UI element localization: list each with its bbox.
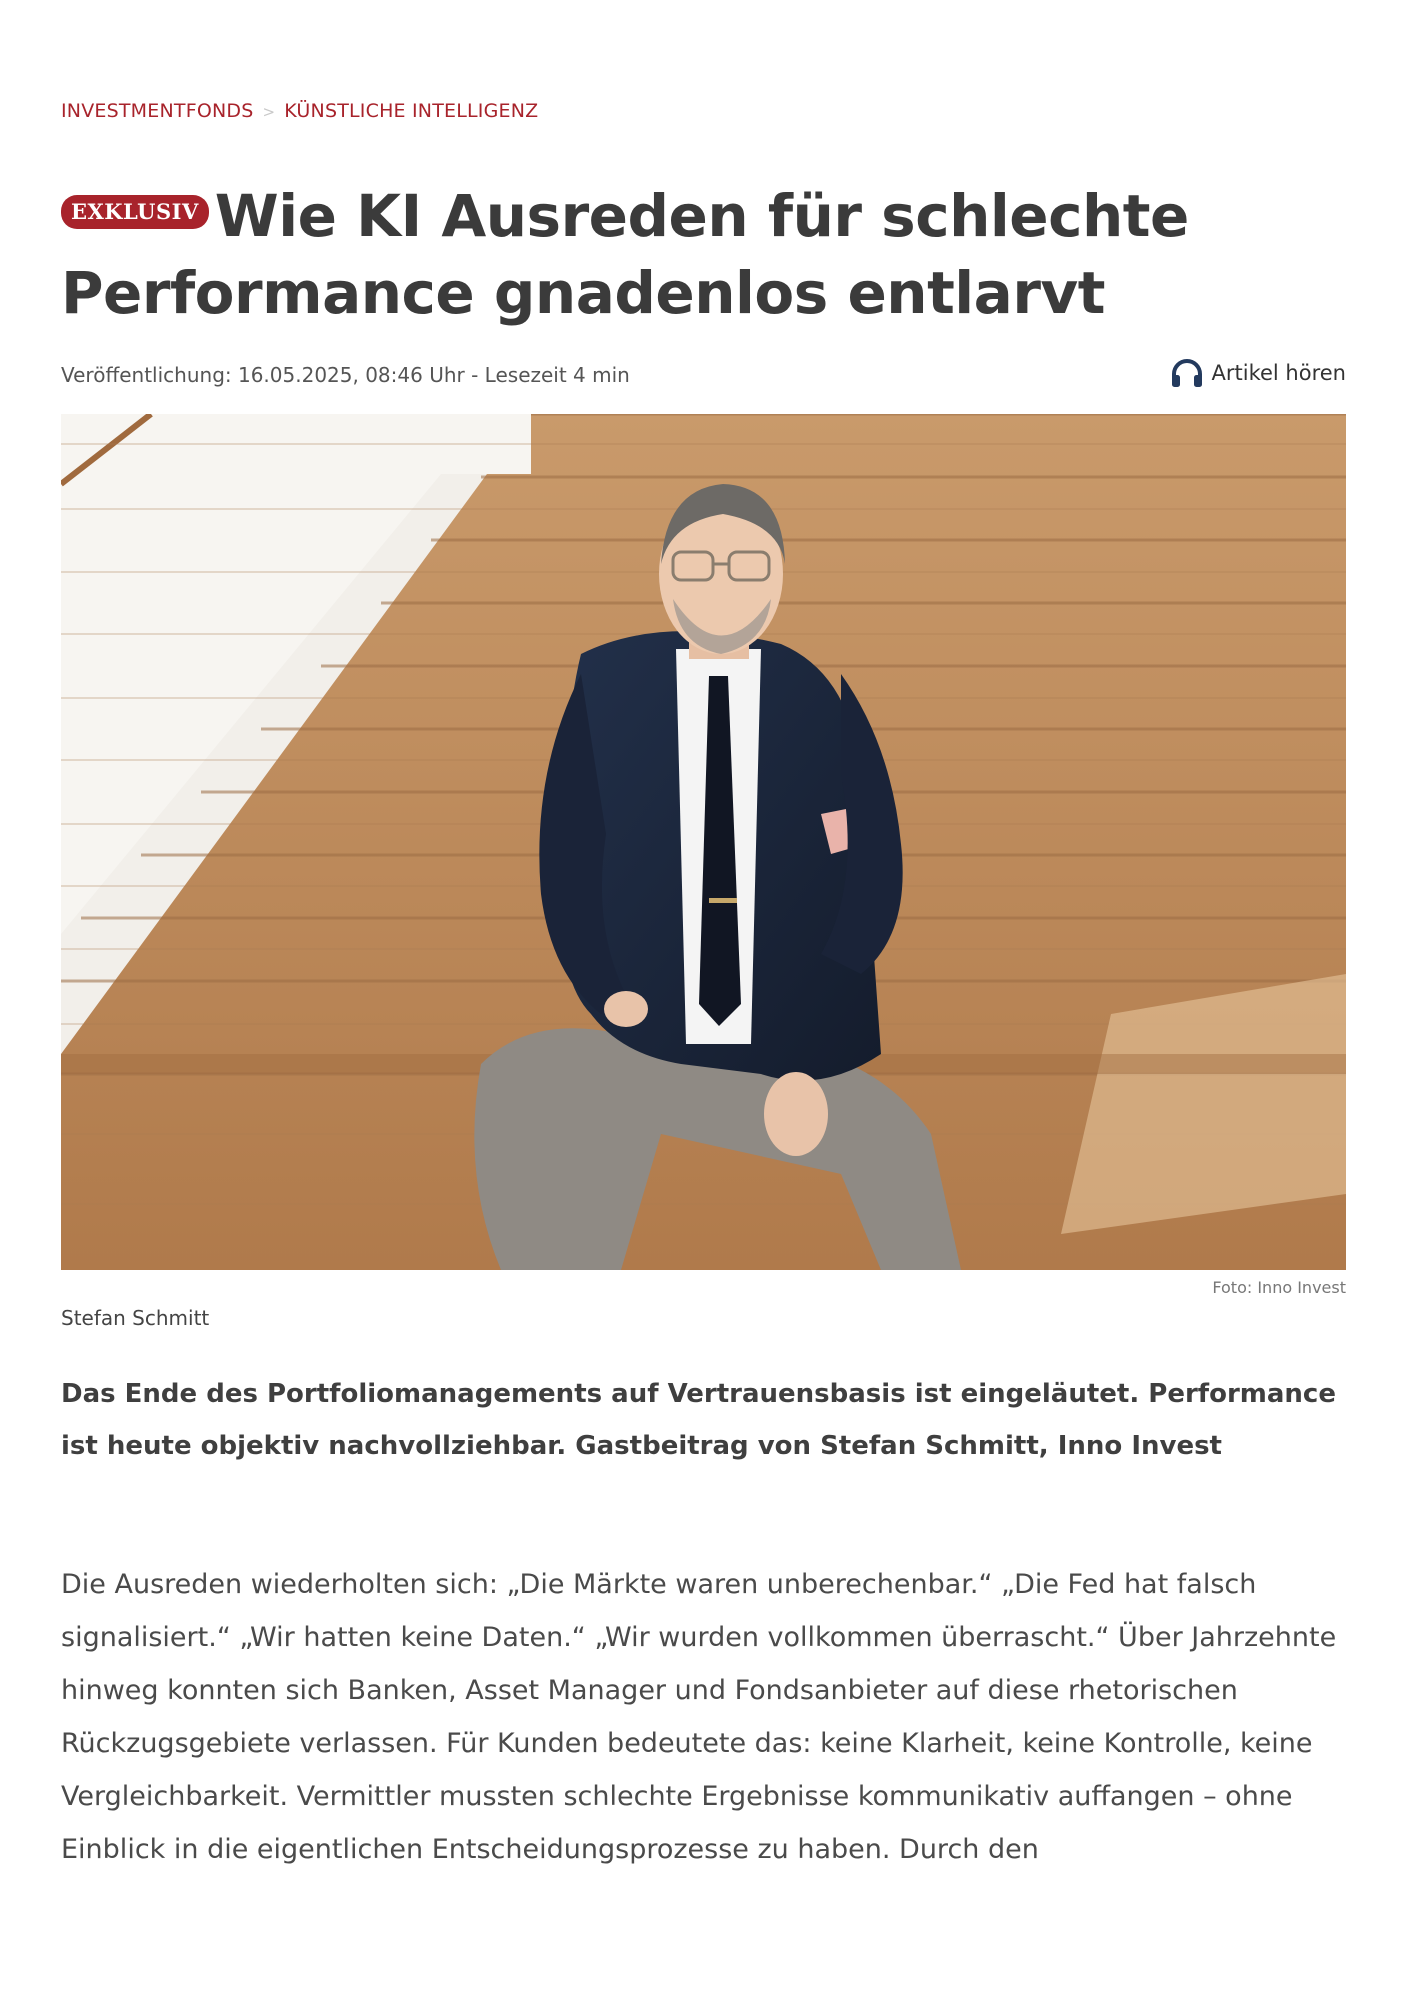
article-lead: Das Ende des Portfoliomanagements auf Vertrauensbasis ist eingeläutet. Performance ist heute objektiv nachvollziehbar. Gastbeitrag von Stefan Schmitt, Inno Invest xyxy=(61,1379,1336,1461)
breadcrumb-investmentfonds[interactable]: INVESTMENTFONDS xyxy=(61,100,254,122)
breadcrumb-kuenstliche-intelligenz[interactable]: KÜNSTLICHE INTELLIGENZ xyxy=(284,100,539,122)
headphones-icon xyxy=(1170,358,1204,388)
photo-caption: Stefan Schmitt xyxy=(61,1306,210,1330)
breadcrumb-separator: > xyxy=(262,103,276,121)
article-headline xyxy=(61,178,1346,332)
listen-label: Artikel hören xyxy=(1211,361,1346,385)
headline-text: Wie KI Ausreden für schlechte Performance gnadenlos entlarvt xyxy=(61,182,1189,327)
publication-meta: Veröffentlichung: 16.05.2025, 08:46 Uhr - Lesezeit 4 min xyxy=(61,363,630,387)
portrait-photo xyxy=(61,414,1346,1270)
hero-photo xyxy=(61,414,1346,1270)
breadcrumb xyxy=(61,100,538,122)
article-body-paragraph: Die Ausreden wiederholten sich: „Die Märkte waren unberechenbar.“ „Die Fed hat falsch signalisiert.“ „Wir hatten keine Daten.“ „Wir wurden vollkommen überrascht.“ Über Jahrzehnte hinweg konnten sich Banken, Asset Manager und Fondsanbieter auf diese rhetorischen Rückzugsgebiete verlassen. Für Kunden bedeutete das: keine Klarheit, keine Kontrolle, keine Vergleichbarkeit. Vermittler mussten schlechte Ergebnisse kommunikativ auffangen – ohne Einblick in die eigentlichen Entscheidungsprozesse zu haben. Durch den xyxy=(61,1569,1337,1865)
listen-article-button[interactable] xyxy=(1170,358,1346,388)
photo-credit: Foto: Inno Invest xyxy=(1212,1278,1346,1297)
exklusiv-badge: EXKLUSIV xyxy=(61,195,209,229)
